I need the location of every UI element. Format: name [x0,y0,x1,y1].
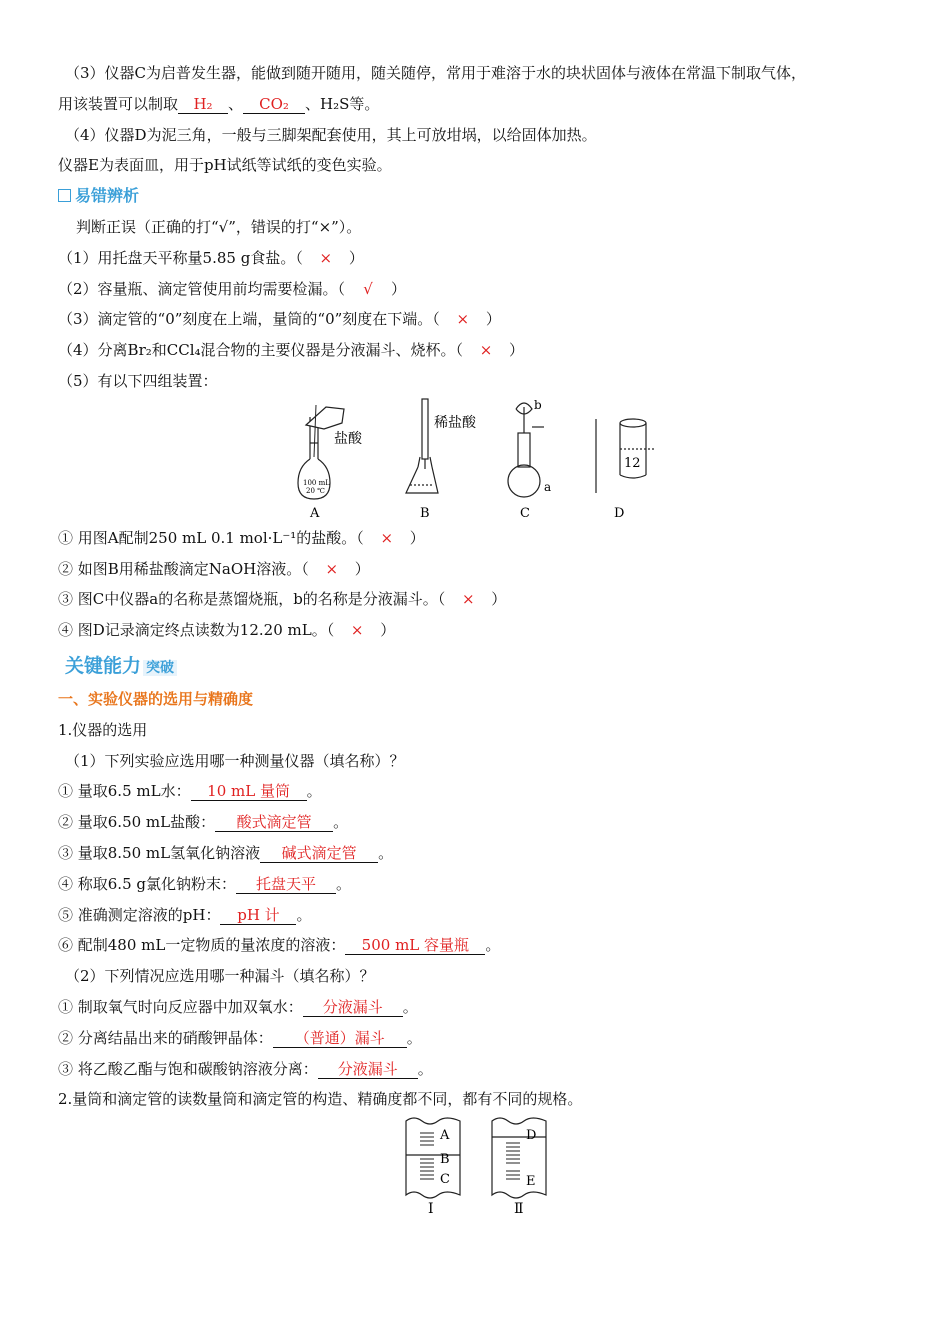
label-flask-temp: 20 ℃ [306,486,325,495]
q1-end: 。 [296,905,312,924]
q2-prompt: ② 分离结晶出来的硝酸钾晶体： [58,1028,273,1047]
sub-heading: 一、实验仪器的选用与精确度 [58,689,254,708]
q1-title: 1.仪器的选用 [58,720,148,739]
judge-text: （3）滴定管的“0”刻度在上端，量筒的“0”刻度在下端。（ [58,310,440,329]
label-hydrochloric-acid: 盐酸 [334,430,362,447]
judge-list [58,243,898,397]
q1-item [58,807,898,838]
label-d-reading: 12 [624,455,641,471]
p4: （4）仪器D为泥三角，一般与三脚架配套使用，其上可放坩埚，以给固体加热。 [65,125,597,144]
judge5-item [58,584,898,615]
judge-item [58,274,898,305]
answer-h2: H₂ [178,95,228,114]
page-content [58,58,898,1215]
section-title: 易错辨析 [58,186,139,205]
q1-prompt: ⑤ 准确测定溶液的pH： [58,905,221,924]
q1-prompt: ③ 量取8.50 mL氢氧化钠溶液 [58,843,261,862]
judge5-close: ） [380,621,396,640]
caption-ii: Ⅱ [514,1201,524,1216]
flask-b [406,399,438,493]
p3-line2 [58,89,898,120]
q2-end: 。 [402,997,418,1016]
q1-end: 。 [378,843,394,862]
q2-answer: 分液漏斗 [303,998,403,1017]
judge-mark: × [456,310,470,329]
section-title-key: 关键能力 [65,654,142,677]
caption-b: B [420,505,430,521]
p3-line2-post: 、H₂S等。 [305,94,380,113]
q2-item [58,992,898,1023]
flask-c [508,403,544,497]
q1-end: 。 [485,936,501,955]
judge5-text: ③ 图C中仪器a的名称是蒸馏烧瓶，b的名称是分液漏斗。（ [58,590,446,609]
q2-title: 2.量筒和滴定管的读数量筒和滴定管的构造、精确度都不同，都有不同的规格。 [58,1090,583,1109]
judge5-list [58,523,898,646]
cylinders-figure [58,1115,898,1215]
q1-prompt: ⑥ 配制480 mL一定物质的量浓度的溶液： [58,936,346,955]
p3-sep: 、 [228,94,244,113]
q1-end: 。 [336,874,352,893]
judge-close: ） [509,341,525,360]
judge-item [58,243,898,274]
caption-d: D [614,505,625,521]
q1-answer: 托盘天平 [236,875,336,894]
judge-item [58,366,898,397]
judge-text: （1）用托盘天平称量5.85 g食盐。（ [58,248,303,267]
judge5-text: ① 用图A配制250 mL 0.1 mol·L⁻¹的盐酸。（ [58,528,364,547]
judge5-close: ） [491,590,507,609]
q1-item [58,900,898,931]
judge-close: ） [348,248,364,267]
judge-intro: 判断正误（正确的打“√”，错误的打“×”）。 [76,217,362,236]
q2-item [58,1054,898,1085]
q1-list [58,776,898,961]
q1-item [58,776,898,807]
judge5-close: ） [354,559,370,578]
q1-answer: 500 mL 容量瓶 [345,936,485,955]
q1-end: 。 [306,782,322,801]
answer-co2: CO₂ [243,95,305,114]
pE: 仪器E为表面皿，用于pH试纸等试纸的变色实验。 [58,156,392,175]
judge5-text: ② 如图B用稀盐酸滴定NaOH溶液。（ [58,559,309,578]
q1-item [58,838,898,869]
judge5-close: ） [409,528,425,547]
q2-item [58,1023,898,1054]
square-icon [58,189,71,202]
q1-1: （1）下列实验应选用哪一种测量仪器（填名称）？ [65,751,405,770]
figure-cylinders [58,1115,898,1215]
judge-text: （2）容量瓶、滴定管使用前均需要检漏。（ [58,279,346,298]
label-cyl-b: B [440,1152,450,1168]
judge-close: ） [391,279,407,298]
q2-end: 。 [417,1059,433,1078]
q1-item [58,930,898,961]
q2-prompt: ③ 将乙酸乙酯与饱和碳酸钠溶液分离： [58,1059,318,1078]
judge5-text: ④ 图D记录滴定终点读数为12.20 mL。（ [58,621,335,640]
figure-apparatus [58,397,898,523]
label-c-b: b [534,397,542,412]
judge-item [58,304,898,335]
q1-answer: 碱式滴定管 [260,844,378,863]
q2-prompt: ① 制取氧气时向反应器中加双氧水： [58,997,303,1016]
judge5-mark: × [380,528,394,547]
caption-a: A [310,505,320,521]
judge-mark: × [319,248,333,267]
q1-answer: 10 mL 量筒 [191,782,307,801]
q2-end: 。 [406,1028,422,1047]
label-cyl-a: A [440,1128,450,1144]
judge5-mark: × [462,590,475,609]
q1-item [58,869,898,900]
q1-answer: 酸式滴定管 [215,813,333,832]
judge5-item [58,615,898,646]
judge-mark: × [479,341,493,360]
judge5-item [58,523,898,554]
p3-line1: （3）仪器C为启普发生器，能做到随开随用，随关随停，常用于难溶于水的块状固体与液体在常温下制取气体， [65,64,807,82]
label-c-a: a [544,479,552,494]
judge-text: （5）有以下四组装置： [58,371,218,390]
judge5-mark: × [350,621,364,640]
q1-2: （2）下列情况应选用哪一种漏斗（填名称）？ [65,967,375,986]
caption-i: Ⅰ [428,1201,434,1216]
judge-mark: √ [363,279,373,298]
q1-prompt: ② 量取6.50 mL盐酸： [58,813,216,832]
q1-end: 。 [333,813,349,832]
section-error-analysis [58,181,898,212]
label-dilute-hcl: 稀盐酸 [434,414,476,431]
label-cyl-d: D [526,1128,537,1144]
p3-line2-pre: 用该装置可以制取 [58,94,179,113]
caption-c: C [520,505,530,521]
judge-item [58,335,898,366]
judge-text: （4）分离Br₂和CCl₄混合物的主要仪器是分液漏斗、烧杯。（ [58,341,464,360]
q1-answer: pH 计 [220,906,296,925]
judge5-mark: × [325,559,339,578]
section-subtitle-key: 突破 [143,660,177,676]
judge-close: ） [485,310,501,329]
q1-prompt: ④ 称取6.5 g氯化钠粉末： [58,874,236,893]
q1-prompt: ① 量取6.5 mL水： [58,782,191,801]
q2-answer: （普通）漏斗 [273,1029,407,1048]
section-key-ability [58,646,898,684]
q2-answer: 分液漏斗 [318,1060,418,1079]
label-cyl-e: E [526,1174,536,1190]
label-cyl-c: C [440,1172,450,1188]
q2-list [58,992,898,1084]
judge5-item [58,554,898,585]
label-flask-volume: 100 mL [303,478,330,487]
apparatus-figure [58,397,898,523]
